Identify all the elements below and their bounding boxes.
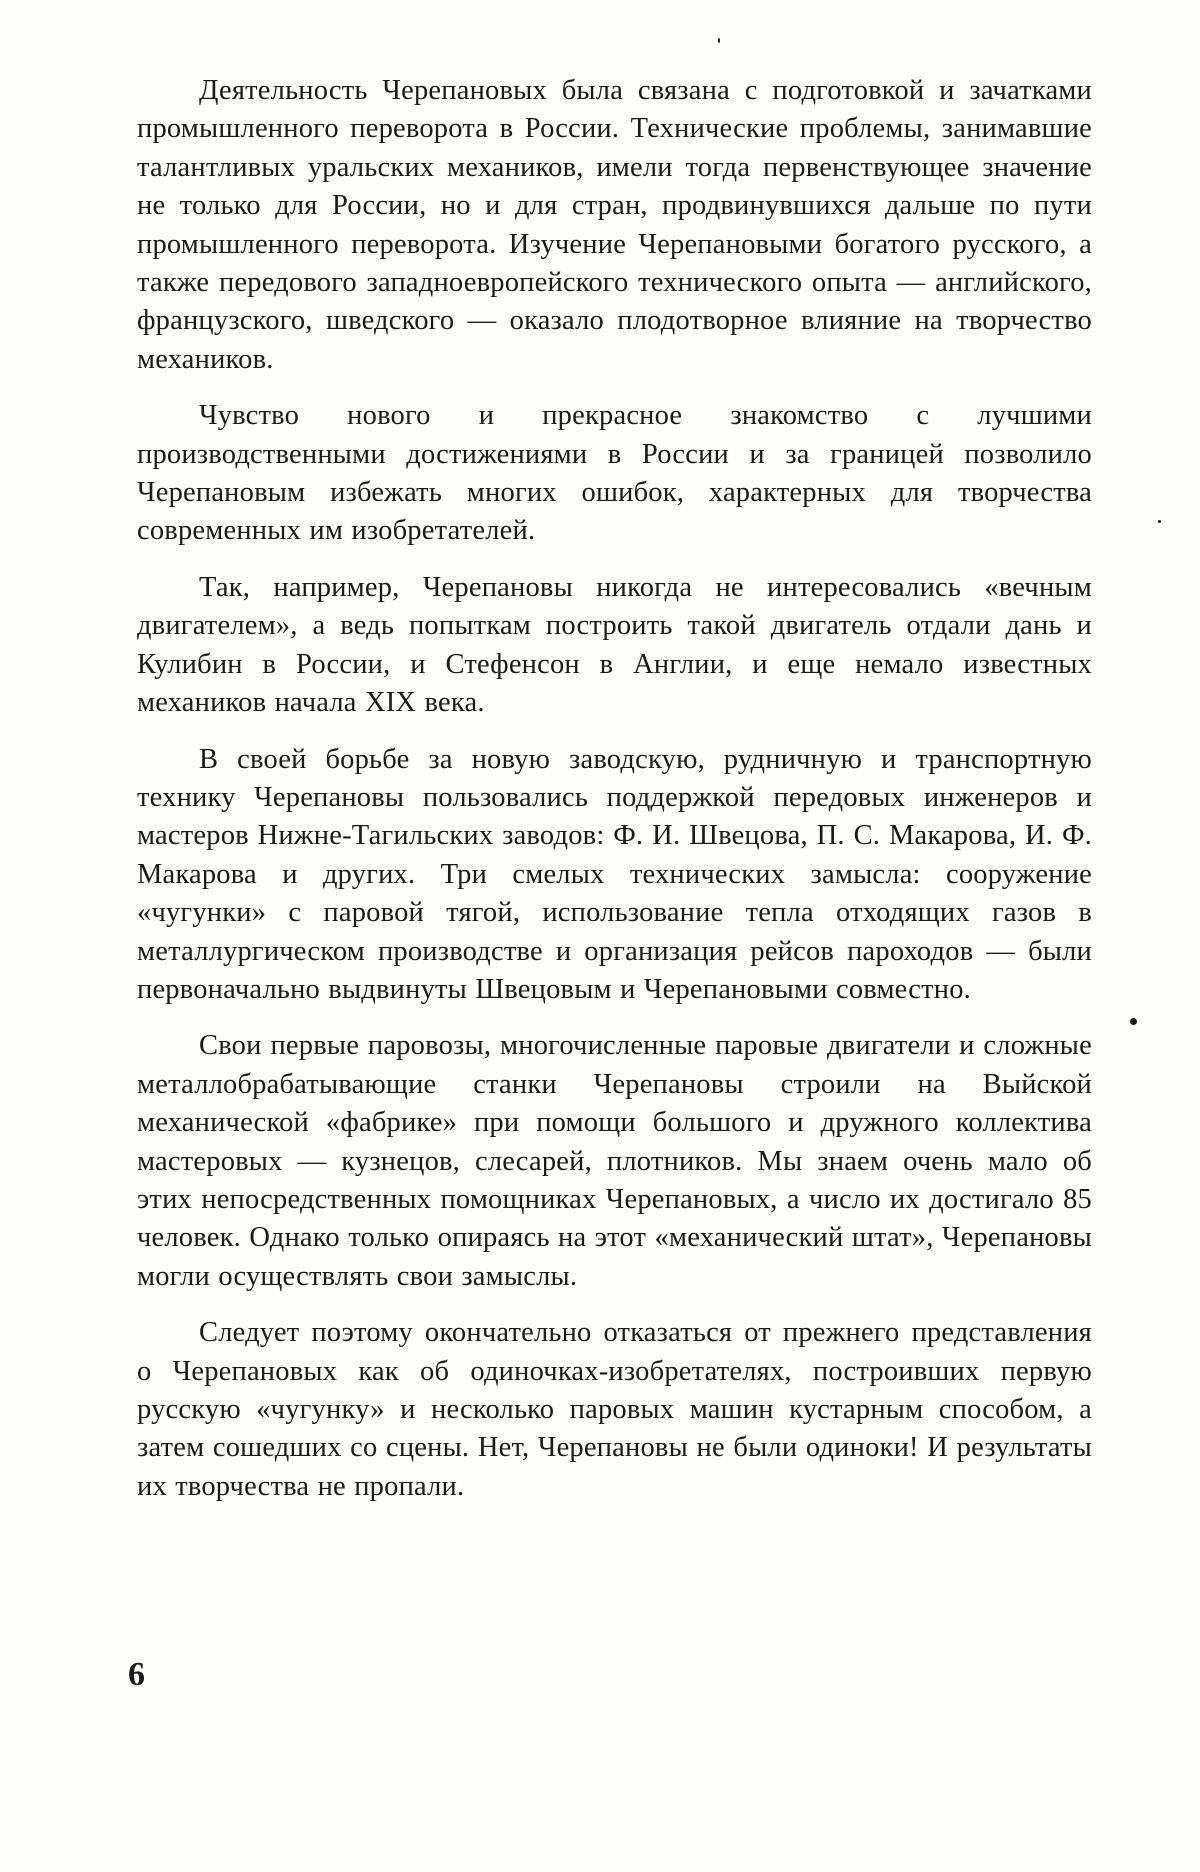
paragraph: Деятельность Черепановых была связана с подготовкой и зачатками промышленного переворота в России. Технические проблемы, занимавшие талантливых уральских механиков, имели тогда первенствующее значение не только для России, но и для стран, продвинувшихся дальше по пути промышленного переворота. Изучение Черепановыми богатого русского, а также передового западноевропейского технического опыта — английского, французского, шведского — оказало плодотворное влияние на творчество механиков. <box>137 72 1092 379</box>
page-number: 6 <box>128 1655 145 1695</box>
book-page <box>0 0 1200 1872</box>
paragraph: Следует поэтому окончательно отказаться от прежнего представления о Черепановых как об одиночках-изобретателях, построивших первую русскую «чугунку» и несколько паровых машин кустарным способом, а затем сошедших со сцены. Нет, Черепановы не были одиноки! И результаты их творчества не пропали. <box>137 1314 1092 1506</box>
paragraph: Свои первые паровозы, многочисленные паровые двигатели и сложные металлобрабатывающие станки Черепановы строили на Выйской механической «фабрике» при помощи большого и дружного коллектива мастеровых — кузнецов, слесарей, плотников. Мы знаем очень мало об этих непосредственных помощниках Черепановых, а число их достигало 85 человек. Однако только опираясь на этот «механический штат», Черепановы могли осуществлять свои замыслы. <box>137 1027 1092 1296</box>
paragraph: Так, например, Черепановы никогда не интересовались «вечным двигателем», а ведь попыткам построить такой двигатель отдали дань и Кулибин в России, и Стефенсон в Англии, и еще немало известных механиков начала XIX века. <box>137 569 1092 723</box>
scan-speck <box>718 38 720 43</box>
paragraph: В своей борьбе за новую заводскую, рудничную и транспортную технику Черепановы пользовались поддержкой передовых инженеров и мастеров Нижне-Тагильских заводов: Ф. И. Швецова, П. С. Макарова, И. Ф. Макарова и других. Три смелых технических замысла: сооружение «чугунки» с паровой тягой, использование тепла отходящих газов в металлургическом производстве и организация рейсов пароходов — были первоначально выдвинуты Швецовым и Черепановыми совместно. <box>137 741 1092 1010</box>
scan-speck <box>1158 520 1161 523</box>
body-text <box>137 72 1092 1524</box>
paragraph: Чувство нового и прекрасное знакомство с лучшими производственными достижениями в России и за границей позволило Черепановым избежать многих ошибок, характерных для творчества современных им изобретателей. <box>137 397 1092 551</box>
scan-speck <box>1130 1018 1137 1025</box>
